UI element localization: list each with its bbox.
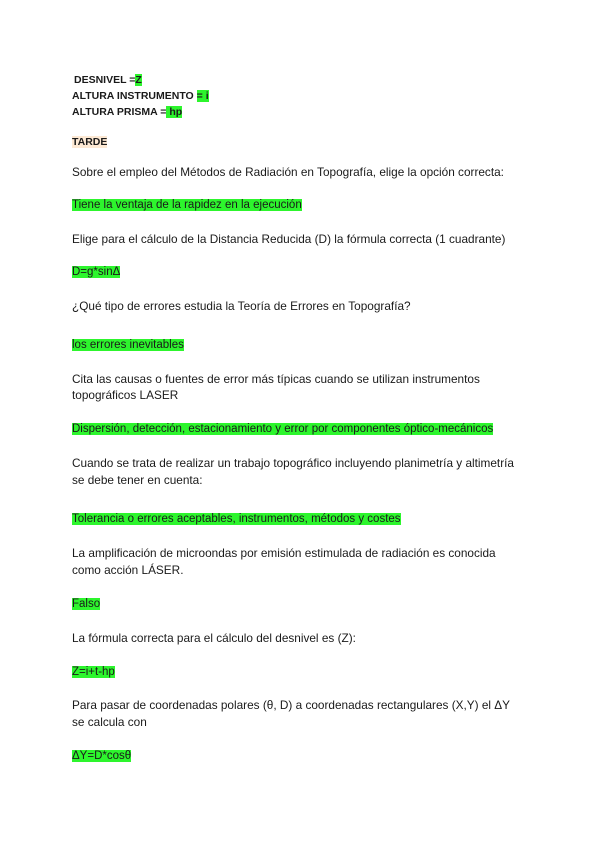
- answer-6: [72, 596, 100, 612]
- answer-3: [72, 337, 184, 353]
- altura-instrumento-label: ALTURA INSTRUMENTO: [72, 90, 194, 102]
- answer-3-text: los errores inevitables: [72, 339, 184, 351]
- desnivel-line: [74, 72, 142, 88]
- answer-6-text: Falso: [72, 598, 101, 610]
- desnivel-label: DESNIVEL =: [74, 74, 136, 86]
- section-title: [72, 134, 107, 150]
- answer-1: [72, 197, 302, 213]
- answer-8: [72, 748, 131, 764]
- question-4-line-2: topográficos LASER: [72, 388, 179, 402]
- altura-instrumento-line: [72, 88, 209, 104]
- question-1: Sobre el empleo del Métodos de Radiación en Topografía, elige la opción correcta:: [72, 165, 504, 179]
- altura-prisma-symbol: hp: [166, 106, 183, 118]
- answer-1-text: Tiene la ventaja de la rapidez en la ejecución: [72, 199, 302, 211]
- question-5-line-2: se debe tener en cuenta:: [72, 473, 203, 487]
- section-title-text: TARDE: [72, 136, 108, 148]
- answer-4: [72, 421, 493, 437]
- answer-5: [72, 511, 401, 527]
- desnivel-symbol: Z: [135, 74, 142, 86]
- altura-prisma-line: [72, 104, 182, 120]
- answer-7-text: Z=i+t-hp: [72, 666, 115, 678]
- altura-prisma-label: ALTURA PRISMA =: [72, 106, 167, 118]
- question-6-line-1: La amplificación de microondas por emisión estimulada de radiación es conocida: [72, 546, 496, 560]
- question-8-line-2: se calcula con: [72, 715, 147, 729]
- question-4-line-1: Cita las causas o fuentes de error más típicas cuando se utilizan instrumentos: [72, 372, 480, 386]
- answer-2: [72, 264, 120, 280]
- question-8-line-1: Para pasar de coordenadas polares (θ, D) a coordenadas rectangulares (X,Y) el ΔY: [72, 698, 511, 712]
- answer-4-text: Dispersión, detección, estacionamiento y error por componentes óptico-mecánicos: [72, 423, 494, 435]
- question-2: Elige para el cálculo de la Distancia Reducida (D) la fórmula correcta (1 cuadrante): [72, 232, 506, 246]
- altura-instrumento-symbol: = i: [196, 90, 209, 102]
- answer-8-text: ΔY=D*cosθ: [72, 750, 132, 762]
- question-6-line-2: como acción LÁSER.: [72, 563, 184, 577]
- question-7: La fórmula correcta para el cálculo del desnivel es (Z):: [72, 631, 356, 645]
- answer-7: [72, 664, 115, 680]
- answer-2-text: D=g*sinΔ: [72, 266, 121, 278]
- answer-5-text: Tolerancia o errores aceptables, instrumentos, métodos y costes: [72, 513, 401, 525]
- question-3: ¿Qué tipo de errores estudia la Teoría de Errores en Topografía?: [72, 299, 411, 313]
- question-5-line-1: Cuando se trata de realizar un trabajo topográfico incluyendo planimetría y altimetría: [72, 456, 514, 470]
